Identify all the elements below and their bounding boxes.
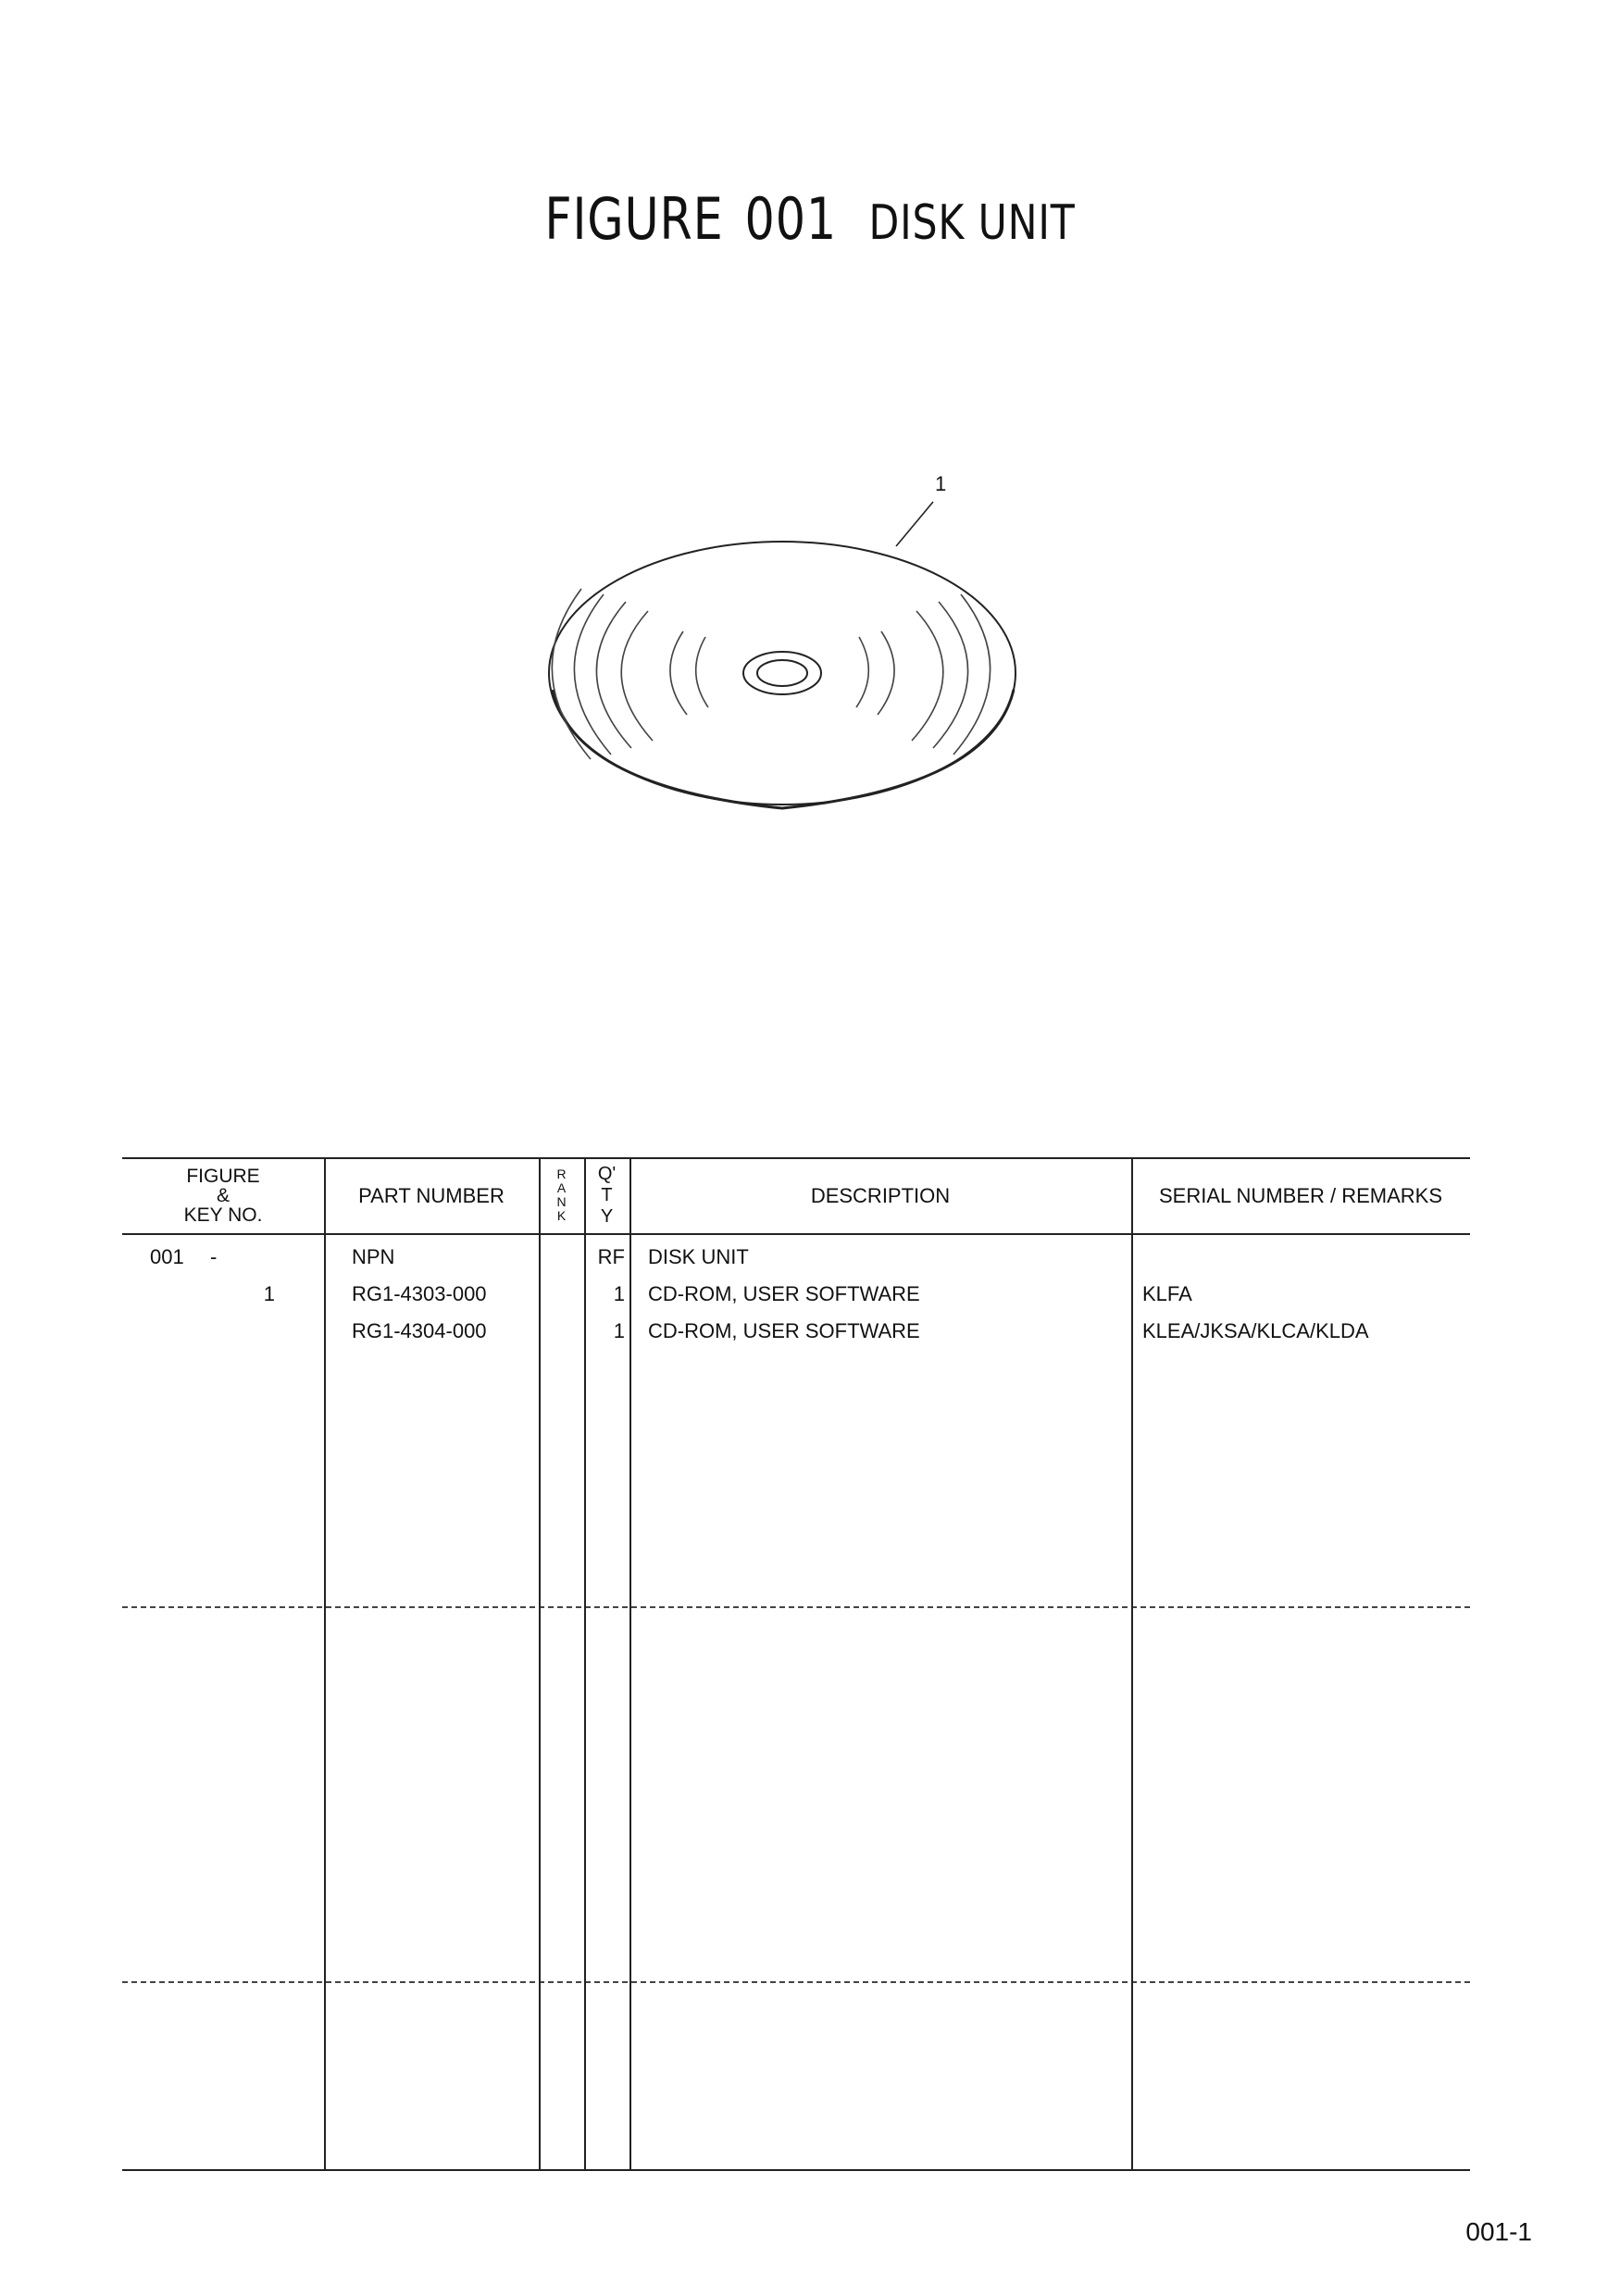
column-divider — [1131, 1157, 1133, 2171]
header-part-number: PART NUMBER — [358, 1183, 505, 1207]
column-divider — [539, 1157, 541, 2171]
header-rank — [539, 1157, 584, 1233]
header-figure-line: & — [216, 1184, 230, 1206]
figure-name: DISK UNIT — [868, 195, 1076, 251]
header-rank-letter: N — [556, 1194, 567, 1209]
header-description: DESCRIPTION — [810, 1183, 951, 1207]
header-qty — [584, 1157, 629, 1233]
header-rank-letter: K — [556, 1208, 567, 1223]
row-qty: 1 — [613, 1319, 625, 1342]
header-serial-remarks: SERIAL NUMBER / REMARKS — [1158, 1183, 1443, 1207]
figure-number: 001 — [744, 185, 838, 253]
cd-disc-icon — [549, 502, 1016, 808]
column-divider — [324, 1157, 326, 2171]
header-qty-letter: T — [601, 1184, 613, 1205]
figure-prefix: FIGURE — [544, 185, 724, 253]
row-key: 1 — [263, 1282, 275, 1305]
cd-disc-illustration — [0, 0, 1620, 926]
page-number: 001-1 — [1465, 2217, 1532, 2246]
parts-table — [122, 1157, 1470, 2171]
row-remarks: KLFA — [1142, 1282, 1192, 1305]
header-qty-letter: Q' — [597, 1163, 617, 1184]
row-part-number: NPN — [352, 1245, 395, 1268]
header-rank-letter: R — [556, 1167, 567, 1181]
row-part-number: RG1-4304-000 — [352, 1319, 487, 1342]
column-divider — [584, 1157, 586, 2171]
row-qty: 1 — [613, 1282, 625, 1305]
row-qty: RF — [597, 1245, 625, 1268]
row-remarks: KLEA/JKSA/KLCA/KLDA — [1142, 1319, 1369, 1342]
row-description: CD-ROM, USER SOFTWARE — [648, 1282, 920, 1305]
row-figure: 001 — [150, 1245, 184, 1268]
row-figure-dash: - — [210, 1245, 218, 1268]
column-divider — [629, 1157, 631, 2171]
row-description: DISK UNIT — [648, 1245, 749, 1268]
header-qty-letter: Y — [600, 1205, 614, 1227]
header-figure-line: KEY NO. — [183, 1204, 263, 1226]
row-part-number: RG1-4303-000 — [352, 1282, 487, 1305]
callout-label: 1 — [935, 472, 947, 495]
header-figure-key — [122, 1157, 324, 1233]
row-description: CD-ROM, USER SOFTWARE — [648, 1319, 920, 1342]
header-figure-line: FIGURE — [186, 1165, 260, 1187]
header-rank-letter: A — [556, 1180, 567, 1195]
